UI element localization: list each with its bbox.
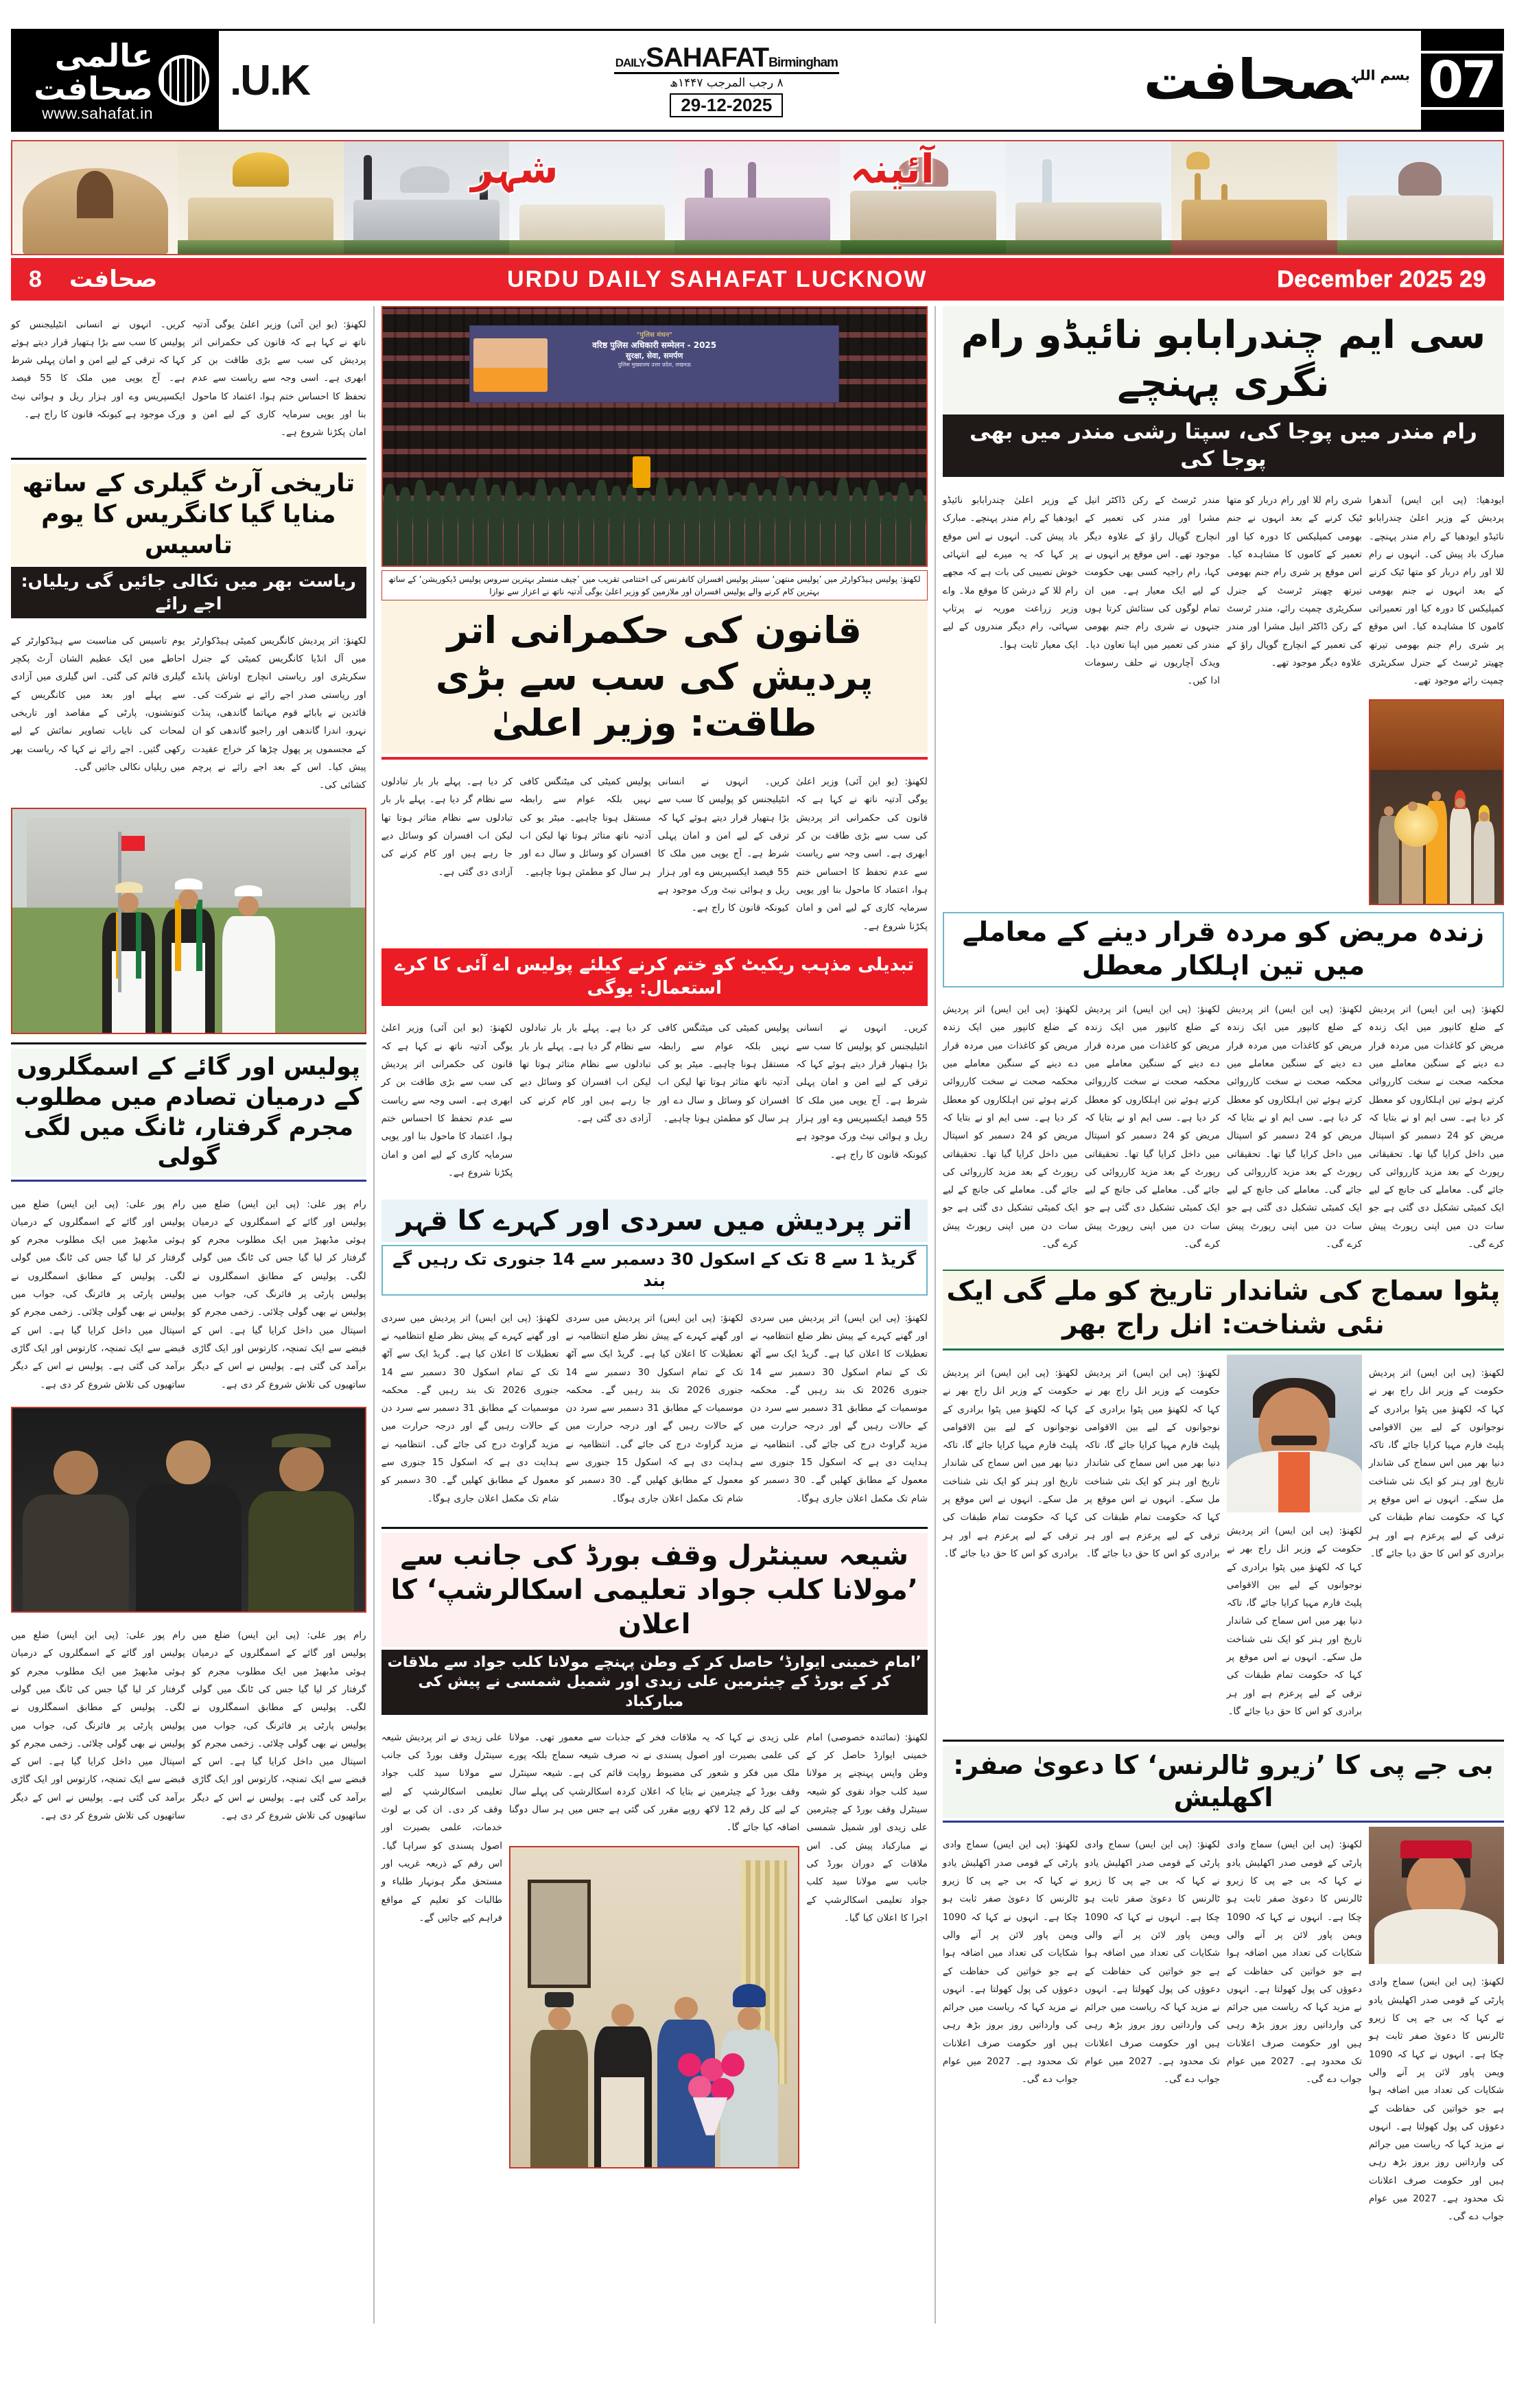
lead-col-1 — [1369, 482, 1504, 905]
bjp-body — [943, 1827, 1504, 2235]
waqf-rule-top — [381, 1527, 928, 1529]
masthead-bismillah: بسم اللہ — [1352, 67, 1410, 84]
police-headline: قانون کی حکمرانی اتر پردیش کی سب سے بڑی طاقت: وزیر اعلیٰ — [381, 600, 928, 753]
lead-col-2-text: شری رام للا اور رام دربار کو متھا ٹیک کرنے کے بعد انہوں نے جنم بھومی کمپلیکس کا دورہ کیا اور تعمیر کے کاموں کا مشاہدہ کیا۔ اس موقع پر شری رام جنم بھومی تیرتھ چھیتر ٹرسٹ کے جنرل سکریٹری چمپت رائے، مندر ٹرسٹ کے رکن ڈاکٹر انیل مشرا اور مندر کی تعمیر کے انچارج گوپال راؤ کے علاوہ دیگر موجود تھے۔ — [1226, 495, 1362, 668]
photo-police-conference — [381, 306, 928, 567]
lead-col-2 — [1227, 482, 1362, 905]
city-banner — [11, 140, 1504, 255]
column-right — [943, 306, 1504, 2324]
gregorian-date: 29-12-2025 — [670, 93, 783, 117]
left-cont-2: کریں۔ انہوں نے انسانی انٹیلیجنس کو پولیس کا سب سے بڑا ہتھیار قرار دیتے ہوئے کہا کہ ترقی کے لیے امن و امان پہلی شرط ہے۔ آج یوپی میں ملک کا 55 فیصد ایکسپریس وے اور ہزار ریل و ہوائی نیٹ ورک موجود ہے کیونکہ قانون کا راج ہے۔ — [11, 318, 185, 421]
strip-page-number: 8 — [29, 266, 42, 292]
clash-rule-bottom — [11, 1180, 366, 1182]
police-text-6: پولیس کمیٹی کی میٹنگس کافی نہیں بلکہ عوام سے رابطہ مستقل ہونا چاہیے۔ میٹر یو کی آدتیہ ناتھ متاثر ہوتا تھا لیکن اب افسران کو وسائل و سال دے اور ہر سال کو مطمئن ہونا چاہیے۔ — [657, 1022, 790, 1124]
hijri-date: ۸ رجب المرجب ۱۴۴۷ھ — [670, 75, 784, 90]
column-center — [381, 306, 928, 2324]
bjp-text-4: لکھنؤ: (پی این ایس) سماج وادی پارٹی کے قومی صدر اکھلیش یادو نے کہا کہ بی جے پی کا زیرو ٹالرنس کا دعویٰ صفر ثابت ہو چکا ہے۔ انہوں نے کہا کہ 1090 ویمن پاور لائن پر آنے والی شکایات کی تعداد میں اضافہ ہوا ہے جو خواتین کی حفاظت کے دعوؤں کی پول کھولتا ہے۔ انہوں نے مزید کہا کہ ریاست میں جرائم کی وارداتیں روز بروز بڑھ رہی ہیں اور حکومت صرف اعلانات تک محدود ہے۔ 2027 میں عوام جواب دے گی۔ — [942, 1839, 1078, 2085]
yogi-portrait — [473, 338, 547, 392]
masthead-center-panel — [219, 31, 1421, 130]
left-top-continuation — [11, 306, 366, 451]
banner-title-shehr: شہر — [471, 145, 559, 192]
police-photo-caption: لکھنؤ: پولیس ہیڈکوارٹر میں ’پولیس منتھن‘ سینئر پولیس افسران کانفرنس کی اختتامی تقریب میں ’چیف منسٹر بہترین سروس پولیس ڈیکوریشن‘ کے ساتھ بہترین کام کرنے والے پولیس افسران اور ملازمین کو وزیر اعلیٰ یوگی آدتیہ ناتھ نے اعزاز سے نوازا — [381, 570, 928, 600]
waqf-text-1: لکھنؤ: (نمائندہ خصوصی) امام خمینی ایوارڈ حاصل کر کے وطن واپس پہنچنے پر مولانا سید کلب جواد نقوی کو شیعہ سینٹرل وقف بورڈ کے چیئرمین علی زیدی اور شمیل شمسی نے مبارکباد پیش کی۔ اس ملاقات کے دوران بورڈ کی جانب سے مولانا سید کلب جواد تعلیمی اسکالرشپ کے اجرا کا اعلان کیا گیا۔ — [806, 1731, 928, 1924]
clash-body — [11, 1186, 366, 1403]
lead-subhead: رام مندر میں پوجا کی، سپتا رشی مندر میں بھی پوجا کی — [943, 414, 1504, 477]
patwa-text-3: لکھنؤ: (پی این ایس) اتر پردیش حکومت کے وزیر انل راج بھر نے کہا کہ لکھنؤ میں پٹوا برادری کے نوجوانوں کے لیے بین الاقوامی پلیٹ فارم مہیا کرایا جائے گا، تاکہ دنیا بھر میں اس سماج کی شاندار تاریخ اور ہنر کو ایک نئی شناخت مل سکے۔ انہوں نے اس موقع پر کہا کہ حکومت تمام طبقات کی ترقی کے لیے پرعزم ہے اور ہر برادری کو اس کا حق دیا جائے گا۔ — [1084, 1367, 1220, 1560]
congress-text-2: یوم تاسیس کی مناسبت سے ہیڈکوارٹر کے احاطے میں ایک عظیم الشان آرٹ پکچر گیلری قائم کی گئی۔ اس گیلری میں آزادی سے پہلے اور بعد میں کانگریس کے کنونشنوں، پارٹی کے مقاصد اور تاریخی لمحات کی نایاب تصاویر نمائش کے لیے رکھی گئیں۔ اجے رائے نے کہا کہ ریاست بھر میں ریلیاں نکالی جائیں گی۔ — [11, 635, 185, 773]
clash-text-4: رام پور علی: (پی این ایس) ضلع میں پولیس اور گائے کے اسمگلروں کے درمیان ہوئی مڈبھیڑ میں ایک مطلوب مجرم کو گرفتار کر لیا گیا جس کی ٹانگ میں گولی لگی۔ پولیس کے مطابق اسمگلروں نے پولیس پارٹی پر فائرنگ کی، جواب میں پولیس نے بھی گولی چلائی۔ زخمی مجرم کو اسپتال میں داخل کرایا گیا ہے۔ اس کے قبضے سے ایک تمنچہ، کارتوس اور ایک گاڑی برآمد کی گئی ہے۔ پولیس نے اس کے دیگر ساتھیوں کی تلاش شروع کر دی ہے۔ — [11, 1629, 185, 1822]
bjp-rule-top — [943, 1740, 1504, 1742]
strip-urdu-label: صحافت — [69, 266, 158, 293]
clash-headline: پولیس اور گائے کے اسمگلروں کے درمیان تصادم میں مطلوب مجرم گرفتار، ٹانگ میں لگی گولی — [11, 1049, 366, 1177]
lead-col-1-text: ایودھیا: (پی این ایس) آندھرا پردیش کے وزیر اعلیٰ چندرابابو نائیڈو ایودھیا کے رام مندر پہنچے۔ مبارک باد پیش کی۔ انہوں نے رام للا اور رام دربار کو متھا ٹیک کرنے کے بعد انہوں نے جنم بھومی کمپلیکس کا دورہ کیا اور تعمیراتی کاموں کا مشاہدہ کیا۔ اس موقع پر شری رام جنم بھومی تیرتھ چھیتر ٹرسٹ کے جنرل سکریٹری چمپت رائے موجود تھے۔ — [1368, 495, 1504, 687]
waqf-text-3: علی زیدی نے اتر پردیش شیعہ سینٹرل وقف بورڈ کی جانب سے مولانا سید کلب جواد تعلیمی اسکالرشپ کے لیے وقف کر دی۔ ان کی بے لوث خدمات، علمی بصیرت اور اصول پسندی کو سراہا گیا۔ اس رقم کے ذریعہ غریب اور مستحق مگر ہونہار طلباء و طالبات کو تعلیم کے مواقع فراہم کیے جائیں گے۔ — [381, 1731, 502, 1924]
patient-headline: زندہ مریض کو مردہ قرار دینے کے معاملے میں تین اہلکار معطل — [962, 917, 1485, 981]
clash-text-3: رام پور علی: (پی این ایس) ضلع میں پولیس اور گائے کے اسمگلروں کے درمیان ہوئی مڈبھیڑ میں ایک مطلوب مجرم کو گرفتار کر لیا گیا جس کی ٹانگ میں گولی لگی۔ پولیس کے مطابق اسمگلروں نے پولیس پارٹی پر فائرنگ کی، جواب میں پولیس نے بھی گولی چلائی۔ زخمی مجرم کو اسپتال میں داخل کرایا گیا ہے۔ اس کے قبضے سے ایک تمنچہ، کارتوس اور ایک گاڑی برآمد کی گئی ہے۔ پولیس نے اس کے دیگر ساتھیوں کی تلاش شروع کر دی ہے۔ — [191, 1629, 366, 1822]
waqf-person — [594, 2004, 652, 2168]
waqf-subhead: ’امام خمینی ایوارڈ‘ حاصل کر کے وطن پہنچے مولانا کلب جواد سے ملاقات کر کے بورڈ کے چیئرمین علی زیدی اور شمیل شمسی نے پیش کی مبارکباد — [381, 1650, 928, 1716]
patient-text-1: لکھنؤ: (پی این ایس) اتر پردیش کے ضلع کانپور میں ایک زندہ مریض کو کاغذات میں مردہ قرار دے دینے کے سنگین معاملے میں محکمہ صحت نے سخت کارروائی کرتے ہوئے تین اہلکاروں کو معطل کر دیا ہے۔ سی ایم او نے بتایا کہ مریض کو 24 دسمبر کو اسپتال میں داخل کرایا گیا تھا۔ تحقیقاتی رپورٹ کے بعد مزید کارروائی کی جائے گی۔ معاملے کی جانچ کے لیے ایک کمیٹی تشکیل دی گئی ہے جو سات دن میں اپنی رپورٹ پیش کرے گی۔ — [1368, 1004, 1504, 1250]
red-info-strip — [11, 258, 1504, 301]
masthead-right-text — [13, 36, 153, 123]
police-text-5: کریں۔ انہوں نے انسانی انٹیلیجنس کو پولیس کا سب سے بڑا ہتھیار قرار دیتے ہوئے کہا کہ ترقی کے لیے امن و امان پہلی شرط ہے۔ آج یوپی میں ملک کا 55 فیصد ایکسپریس وے اور ہزار ریل و ہوائی نیٹ ورک موجود ہے کیونکہ قانون کا راج ہے۔ — [796, 1022, 928, 1160]
weather-subhead: گریڈ 1 سے 8 تک کے اسکول 30 دسمبر سے 14 جنوری تک رہیں گے بند — [381, 1245, 928, 1296]
lead-col-4 — [943, 482, 1078, 905]
congress-headline: تاریخی آرٹ گیلری کے ساتھ منایا گیا کانگریس کا یوم تاسیس — [11, 464, 366, 565]
bjp-text-2: لکھنؤ: (پی این ایس) سماج وادی پارٹی کے قومی صدر اکھلیش یادو نے کہا کہ بی جے پی کا زیرو ٹالرنس کا دعویٰ صفر ثابت ہو چکا ہے۔ انہوں نے کہا کہ 1090 ویمن پاور لائن پر آنے والی شکایات کی تعداد میں اضافہ ہوا ہے جو خواتین کی حفاظت کے دعوؤں کی پول کھولتا ہے۔ انہوں نے مزید کہا کہ ریاست میں جرائم کی وارداتیں روز بروز بڑھ رہی ہیں اور حکومت صرف اعلانات تک محدود ہے۔ 2027 میں عوام جواب دے گی۔ — [1226, 1839, 1362, 2085]
story-weather-box — [381, 1200, 928, 1242]
clash-text-2: رام پور علی: (پی این ایس) ضلع میں پولیس اور گائے کے اسمگلروں کے درمیان ہوئی مڈبھیڑ میں ایک مطلوب مجرم کو گرفتار کر لیا گیا جس کی ٹانگ میں گولی لگی۔ پولیس کے مطابق اسمگلروں نے پولیس پارٹی پر فائرنگ کی، جواب میں پولیس نے بھی گولی چلائی۔ زخمی مجرم کو اسپتال میں داخل کرایا گیا ہے۔ اس کے قبضے سے ایک تمنچہ، کارتوس اور ایک گاڑی برآمد کی گئی ہے۔ پولیس نے اس کے دیگر ساتھیوں کی تلاش شروع کر دی ہے۔ — [11, 1198, 185, 1390]
police-red-bar: تبدیلی مذہب ریکیٹ کو ختم کرنے کیلئے پولیس اے آئی کا کرے استعمال: یوگی — [381, 948, 928, 1006]
police-text-7: کر دیا ہے۔ پہلے بار بار تبادلوں سے نظام گر دیا ہے۔ پہلے بار بار تبادلوں سے نظام متاثر ہوتا تھا لیکن اب افسران کو وسائل دیے جا رہے ہیں اور کام کرنے کی آزادی دی گئی ہے۔ — [519, 1022, 651, 1124]
police-text-2: کریں۔ انہوں نے انسانی انٹیلیجنس کو پولیس کا سب سے بڑا ہتھیار قرار دیتے ہوئے کہا کہ ترقی کے لیے امن و امان پہلی شرط ہے۔ آج یوپی میں ملک کا 55 فیصد ایکسپریس وے اور ہزار ریل و ہوائی نیٹ ورک موجود ہے کیونکہ قانون کا راج ہے۔ — [657, 776, 790, 914]
lead-col-4-text: کے وزیر اعلیٰ چندرابابو نائیڈو ایودھیا کے رام مندر پہنچے۔ مبارک باد پیش کی۔ انہوں نے اس موقع پر کہا کہ یہ میرے لیے انتہائی خوش نصیبی کی بات ہے کہ مجھے رام للا کے درشن کا موقع ملا۔ واے وزیر زراعت موریہ نے پرتاپ سہائی، رام دیگر مندروں کے لیے ایک معیار ثابت ہوا۔ — [942, 495, 1078, 651]
content-grid — [11, 306, 1504, 2324]
congress-subhead: ریاست بھر میں نکالی جائیں گی ریلیاں: اجے رائے — [11, 567, 366, 618]
waqf-text-2: علی زیدی نے کہا کہ یہ ملاقات فخر کے جذبات سے معمور تھی۔ مولانا کی علمی بصیرت اور اصول پسندی نے نہ صرف شیعہ سماج بلکہ پورے ملک میں فکر و شعور کی مضبوط روایت قائم کی ہے۔ شیعہ سینٹرل وقف بورڈ کے چیئرمین نے بتایا کہ اعلان کردہ اسکالرشپ کی پہلے سال کے لیے کل رقم 12 لاکھ روپے مقرر کی گئی ہے جس میں ہر سال دوگنا اضافہ کیا جائے گا۔ — [509, 1731, 800, 1834]
clash-body-2 — [11, 1617, 366, 1834]
police-crowd — [383, 447, 926, 565]
police-officer — [136, 1440, 242, 1612]
bjp-headline: بی جے پی کا ’زیرو ٹالرنس‘ کا دعویٰ صفر: اکھلیش — [943, 1746, 1504, 1818]
left-cont-1: لکھنؤ: (یو این آئی) وزیر اعلیٰ یوگی آدتیہ ناتھ نے کہا ہے کہ قانون کی حکمرانی اتر پردیش کی سب سے بڑی طاقت بن کر ابھری ہے۔ اسی وجہ سے ریاست سے عدم تحفظ کا احساس ختم ہوا، اعتماد کا ماحول بنا اور یوپی سرمایہ کاری کے لیے امن و امان پکڑنا شروع ہے۔ — [191, 318, 366, 439]
clash-text-1: رام پور علی: (پی این ایس) ضلع میں پولیس اور گائے کے اسمگلروں کے درمیان ہوئی مڈبھیڑ میں ایک مطلوب مجرم کو گرفتار کر لیا گیا جس کی ٹانگ میں گولی لگی۔ پولیس کے مطابق اسمگلروں نے پولیس پارٹی پر فائرنگ کی، جواب میں پولیس نے بھی گولی چلائی۔ زخمی مجرم کو اسپتال میں داخل کرایا گیا ہے۔ اس کے قبضے سے ایک تمنچہ، کارتوس اور ایک گاڑی برآمد کی گئی ہے۔ پولیس نے اس کے دیگر ساتھیوں کی تلاش شروع کر دی ہے۔ — [191, 1198, 366, 1390]
weather-body — [381, 1300, 928, 1517]
congress-leader — [102, 882, 155, 1033]
lead-col-3 — [1085, 482, 1220, 905]
waqf-body — [381, 1719, 928, 2169]
page-number: 07 — [1418, 51, 1506, 110]
patwa-body — [943, 1355, 1504, 1729]
police-officer — [248, 1434, 354, 1612]
strip-title: URDU DAILY SAHAFAT LUCKNOW — [507, 266, 928, 292]
bjp-text-3: لکھنؤ: (پی این ایس) سماج وادی پارٹی کے قومی صدر اکھلیش یادو نے کہا کہ بی جے پی کا زیرو ٹالرنس کا دعویٰ صفر ثابت ہو چکا ہے۔ انہوں نے کہا کہ 1090 ویمن پاور لائن پر آنے والی شکایات کی تعداد میں اضافہ ہوا ہے جو خواتین کی حفاظت کے دعوؤں کی پول کھولتا ہے۔ انہوں نے مزید کہا کہ ریاست میں جرائم کی وارداتیں روز بروز بڑھ رہی ہیں اور حکومت صرف اعلانات تک محدود ہے۔ 2027 میں عوام جواب دے گی۔ — [1084, 1839, 1220, 2085]
ceremony-person — [1450, 798, 1471, 904]
patwa-text-2: لکھنؤ: (پی این ایس) اتر پردیش حکومت کے وزیر انل راج بھر نے کہا کہ لکھنؤ میں پٹوا برادری کے نوجوانوں کے لیے بین الاقوامی پلیٹ فارم مہیا کرایا جائے گا، تاکہ دنیا بھر میں اس سماج کی شاندار تاریخ اور ہنر کو ایک نئی شناخت مل سکے۔ انہوں نے اس موقع پر کہا کہ حکومت تمام طبقات کی ترقی کے لیے پرعزم ہے اور ہر برادری کو اس کا حق دیا جائے گا۔ — [1226, 1525, 1362, 1718]
column-divider-2 — [373, 306, 375, 2324]
column-left — [11, 306, 366, 2324]
police-text-1: لکھنؤ: (یو این آئی) وزیر اعلیٰ یوگی آدتیہ ناتھ نے کہا ہے کہ قانون کی حکمرانی اتر پردیش کی سب سے بڑی طاقت بن کر ابھری ہے۔ اسی وجہ سے ریاست سے عدم تحفظ کا احساس ختم ہوا، اعتماد کا ماحول بنا اور یوپی سرمایہ کاری کے لیے امن و امان پکڑنا شروع ہے۔ — [796, 776, 928, 932]
column-divider-1 — [935, 306, 936, 2324]
bjp-rule-bottom — [943, 1821, 1504, 1823]
global-sahafat-label: عالمی صحافت — [34, 36, 153, 107]
patwa-headline: پٹوا سماج کی شاندار تاریخ کو ملے گی ایک نئی شناخت: انل راج بھر — [946, 1275, 1501, 1340]
website-url[interactable]: www.sahafat.in — [42, 104, 153, 123]
bjp-text-1: لکھنؤ: (پی این ایس) سماج وادی پارٹی کے قومی صدر اکھلیش یادو نے کہا کہ بی جے پی کا زیرو ٹالرنس کا دعویٰ صفر ثابت ہو چکا ہے۔ انہوں نے کہا کہ 1090 ویمن پاور لائن پر آنے والی شکایات کی تعداد میں اضافہ ہوا ہے جو خواتین کی حفاظت کے دعوؤں کی پول کھولتا ہے۔ انہوں نے مزید کہا کہ ریاست میں جرائم کی وارداتیں روز بروز بڑھ رہی ہیں اور حکومت صرف اعلانات تک محدود ہے۔ 2027 میں عوام جواب دے گی۔ — [1368, 1976, 1504, 2223]
masthead-urdu-logo-text: صحافت — [1143, 48, 1352, 112]
story-patwa-box — [943, 1270, 1504, 1346]
photo-congress-flag-hoisting — [11, 808, 366, 1034]
waqf-headline: شیعہ سینٹرل وقف بورڈ کی جانب سے ’مولانا کلب جواد تعلیمی اسکالرشپ‘ کا اعلان — [381, 1533, 928, 1647]
patient-text-3: لکھنؤ: (پی این ایس) اتر پردیش کے ضلع کانپور میں ایک زندہ مریض کو کاغذات میں مردہ قرار دے دینے کے سنگین معاملے میں محکمہ صحت نے سخت کارروائی کرتے ہوئے تین اہلکاروں کو معطل کر دیا ہے۔ سی ایم او نے بتایا کہ مریض کو 24 دسمبر کو اسپتال میں داخل کرایا گیا تھا۔ تحقیقاتی رپورٹ کے بعد مزید کارروائی کی جائے گی۔ معاملے کی جانچ کے لیے ایک کمیٹی تشکیل دی گئی ہے جو سات دن میں اپنی رپورٹ پیش کرے گی۔ — [1084, 1004, 1220, 1250]
weather-text-1: لکھنؤ: (پی این ایس) اتر پردیش میں سردی اور گھنے کہرے کے پیش نظر ضلع انتظامیہ نے تعطیلات کا اعلان کیا ہے۔ گریڈ ایک سے آٹھ تک کے تمام اسکول 30 دسمبر سے 14 جنوری 2026 تک بند رہیں گے۔ محکمہ موسمیات کے مطابق 31 دسمبر سے سرد دن کے حالات رہیں گے اور درجہ حرارت میں مزید گراوٹ درج کی جائے گی۔ انتظامیہ نے ہدایت دی ہے کہ اسکول 15 جنوری سے معمول کے مطابق کھلیں گے۔ 30 دسمبر کو شام تک مکمل اعلان جاری ہوگا۔ — [750, 1312, 928, 1504]
ceremony-person — [1474, 812, 1495, 904]
strip-right — [29, 266, 157, 293]
patwa-text-4: لکھنؤ: (پی این ایس) اتر پردیش حکومت کے وزیر انل راج بھر نے کہا کہ لکھنؤ میں پٹوا برادری کے نوجوانوں کے لیے بین الاقوامی پلیٹ فارم مہیا کرایا جائے گا، تاکہ دنیا بھر میں اس سماج کی شاندار تاریخ اور ہنر کو ایک نئی شناخت مل سکے۔ انہوں نے اس موقع پر کہا کہ حکومت تمام طبقات کی ترقی کے لیے پرعزم ہے اور ہر برادری کو اس کا حق دیا جائے گا۔ — [942, 1367, 1078, 1560]
clash-rule-top — [11, 1042, 366, 1044]
masthead — [11, 29, 1504, 132]
globe-icon — [158, 55, 209, 106]
photo-anil-rajbhar — [1227, 1355, 1362, 1512]
brand-prefix: DAILY — [615, 56, 646, 69]
brand-name: SAHAFAT — [646, 42, 769, 73]
story-patient-box — [943, 912, 1504, 987]
lead-headline: سی ایم چندرابابو نائیڈو رام نگری پہنچے — [943, 306, 1504, 414]
patient-body — [943, 992, 1504, 1263]
patwa-text-1: لکھنؤ: (پی این ایس) اتر پردیش حکومت کے وزیر انل راج بھر نے کہا کہ لکھنؤ میں پٹوا برادری کے نوجوانوں کے لیے بین الاقوامی پلیٹ فارم مہیا کرایا جائے گا، تاکہ دنیا بھر میں اس سماج کی شاندار تاریخ اور ہنر کو ایک نئی شناخت مل سکے۔ انہوں نے اس موقع پر کہا کہ حکومت تمام طبقات کی ترقی کے لیے پرعزم ہے اور ہر برادری کو اس کا حق دیا جائے گا۔ — [1368, 1367, 1504, 1560]
patwa-rule — [943, 1348, 1504, 1351]
police-body-bottom — [381, 1010, 928, 1191]
photo-akhilesh-yadav — [1369, 1827, 1504, 1964]
banner-title-aaina: آئینہ — [849, 145, 935, 192]
conf-line-3: सुरक्षा, सेवा, समर्पण — [626, 351, 683, 361]
weather-headline: اتر پردیش میں سردی اور کہرے کا قہر — [397, 1204, 913, 1237]
police-body-top — [381, 764, 928, 945]
bouquet — [672, 2053, 747, 2136]
photo-ram-mandir-ceremony — [1369, 699, 1504, 905]
edition-region: U.K. — [230, 56, 310, 104]
congress-rule-top — [11, 458, 366, 460]
conf-line-4: पुलिस मुख्यालय उत्तर प्रदेश, लखनऊ — [618, 362, 691, 369]
police-text-4: کر دیا ہے۔ پہلے بار بار تبادلوں سے نظام گر دیا ہے۔ پہلے بار بار تبادلوں سے نظام متاثر ہوتا تھا لیکن اب افسران کو وسائل دیے جا رہے ہیں اور کام کرنے کی آزادی دی گئی ہے۔ — [381, 776, 513, 878]
police-text-3: پولیس کمیٹی کی میٹنگس کافی نہیں بلکہ عوام سے رابطہ مستقل ہونا چاہیے۔ میٹر یو کی آدتیہ ناتھ متاثر ہوتا تھا لیکن اب افسران کو وسائل و سال دے اور ہر سال کو مطمئن ہونا چاہیے۔ — [519, 776, 651, 878]
lead-body — [943, 482, 1504, 905]
lead-col-3-text: مندر ٹرسٹ کے رکن ڈاکٹر انیل مشرا اور مندر کی تعمیر کے انچارج گوپال راؤ کے علاوہ دیگر موجود تھے۔ اس موقع پر انہوں نے کہا، رام راجیہ کسی بھی حکومت کے لیے ایک معیار ہے۔ میں ان تمام لوگوں کی ستائش کرتا ہوں جنہوں نے شری رام جنم بھومی مندر کی تعمیر میں اپنا تعاون دیا۔ ویدک آچاریوں نے حلف رسومات ادا کیں۔ — [1084, 495, 1220, 687]
waqf-person — [530, 1992, 588, 2168]
congress-leader — [162, 878, 215, 1033]
photo-police-night-operation — [11, 1407, 366, 1613]
weather-text-2: لکھنؤ: (پی این ایس) اتر پردیش میں سردی اور گھنے کہرے کے پیش نظر ضلع انتظامیہ نے تعطیلات کا اعلان کیا ہے۔ گریڈ ایک سے آٹھ تک کے تمام اسکول 30 دسمبر سے 14 جنوری 2026 تک بند رہیں گے۔ محکمہ موسمیات کے مطابق 31 دسمبر سے سرد دن کے حالات رہیں گے اور درجہ حرارت میں مزید گراوٹ درج کی جائے گی۔ انتظامیہ نے ہدایت دی ہے کہ اسکول 15 جنوری سے معمول کے مطابق کھلیں گے۔ 30 دسمبر کو شام تک مکمل اعلان جاری ہوگا۔ — [565, 1312, 744, 1504]
brand-city: Birmingham — [768, 55, 838, 70]
banner-title — [12, 145, 1503, 192]
congress-body — [11, 622, 366, 804]
photo-waqf-meeting — [509, 1846, 799, 2169]
brand-line — [614, 43, 839, 74]
conf-line-2: वरिष्ठ पुलिस अधिकारी सम्मेलन - 2025 — [592, 340, 717, 351]
conf-line-1: "पुलिस मंथन" — [636, 331, 672, 340]
congress-leader — [222, 885, 275, 1033]
masthead-right-panel — [13, 31, 219, 130]
congress-text-1: لکھنؤ: اتر پردیش کانگریس کمیٹی ہیڈکوارٹر میں آل انڈیا کانگریس کمیٹی کے جنرل سکریٹری اور ریاستی انچارج اوناش پانڈے اور ریاستی صدر اجے رائے نے شرکت کی۔ قائدین نے بابائے قوم مہاتما گاندھی، پنڈت نہرو، اندرا گاندھی اور راجیو گاندھی کو ان کے مجسموں پر پھول چڑھا کر خراج عقیدت پیش کیا۔ اس کے بعد اجے رائے نے پرچم کشائی کی۔ — [191, 635, 366, 791]
police-officer — [23, 1451, 128, 1612]
strip-date: 29 December 2025 — [1277, 266, 1486, 292]
patient-text-2: لکھنؤ: (پی این ایس) اتر پردیش کے ضلع کانپور میں ایک زندہ مریض کو کاغذات میں مردہ قرار دے دینے کے سنگین معاملے میں محکمہ صحت نے سخت کارروائی کرتے ہوئے تین اہلکاروں کو معطل کر دیا ہے۔ سی ایم او نے بتایا کہ مریض کو 24 دسمبر کو اسپتال میں داخل کرایا گیا تھا۔ تحقیقاتی رپورٹ کے بعد مزید کارروائی کی جائے گی۔ معاملے کی جانچ کے لیے ایک کمیٹی تشکیل دی گئی ہے جو سات دن میں اپنی رپورٹ پیش کرے گی۔ — [1226, 1004, 1362, 1250]
police-text-8: لکھنؤ: (یو این آئی) وزیر اعلیٰ یوگی آدتیہ ناتھ نے کہا ہے کہ قانون کی حکمرانی اتر پردیش کی سب سے بڑی طاقت بن کر ابھری ہے۔ اسی وجہ سے ریاست سے عدم تحفظ کا احساس ختم ہوا، اعتماد کا ماحول بنا اور یوپی سرمایہ کاری کے لیے امن و امان پکڑنا شروع ہے۔ — [381, 1022, 513, 1178]
masthead-urdu-logo — [1143, 48, 1410, 112]
weather-text-3: لکھنؤ: (پی این ایس) اتر پردیش میں سردی اور گھنے کہرے کے پیش نظر ضلع انتظامیہ نے تعطیلات کا اعلان کیا ہے۔ گریڈ ایک سے آٹھ تک کے تمام اسکول 30 دسمبر سے 14 جنوری 2026 تک بند رہیں گے۔ محکمہ موسمیات کے مطابق 31 دسمبر سے سرد دن کے حالات رہیں گے اور درجہ حرارت میں مزید گراوٹ درج کی جائے گی۔ انتظامیہ نے ہدایت دی ہے کہ اسکول 15 جنوری سے معمول کے مطابق کھلیں گے۔ 30 دسمبر کو شام تک مکمل اعلان جاری ہوگا۔ — [381, 1312, 559, 1504]
page-number-box — [1421, 31, 1502, 130]
police-rule — [381, 757, 928, 760]
patient-text-4: لکھنؤ: (پی این ایس) اتر پردیش کے ضلع کانپور میں ایک زندہ مریض کو کاغذات میں مردہ قرار دے دینے کے سنگین معاملے میں محکمہ صحت نے سخت کارروائی کرتے ہوئے تین اہلکاروں کو معطل کر دیا ہے۔ سی ایم او نے بتایا کہ مریض کو 24 دسمبر کو اسپتال میں داخل کرایا گیا تھا۔ تحقیقاتی رپورٹ کے بعد مزید کارروائی کی جائے گی۔ معاملے کی جانچ کے لیے ایک کمیٹی تشکیل دی گئی ہے جو سات دن میں اپنی رپورٹ پیش کرے گی۔ — [942, 1004, 1078, 1250]
masthead-brand — [614, 43, 839, 117]
conference-banner — [469, 325, 839, 403]
